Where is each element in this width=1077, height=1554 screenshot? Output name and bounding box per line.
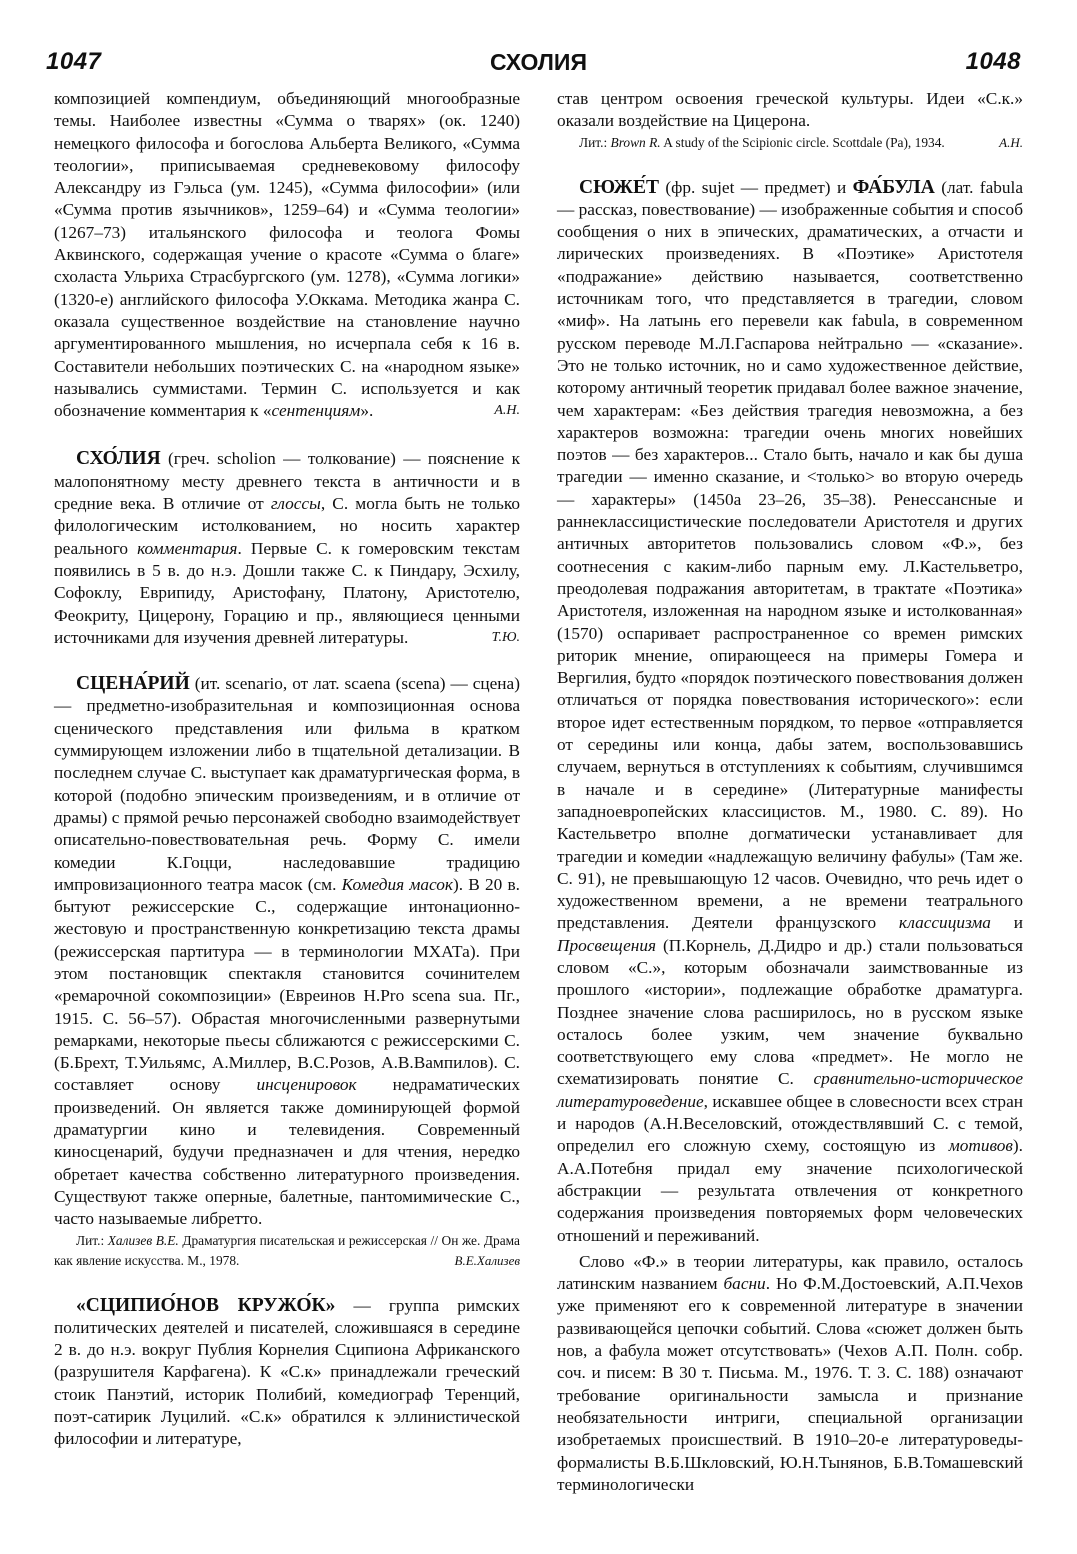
- entry-headword: СХО́ЛИЯ: [76, 448, 161, 470]
- entry-scipionic-circle: [54, 1295, 520, 1451]
- page-number-right: 1048: [965, 48, 1021, 75]
- entry-headword: СЮЖЕ́Т: [579, 176, 659, 198]
- entry-headword-second: ФА́БУЛА: [852, 176, 935, 198]
- entry-summa-continued: [54, 88, 520, 422]
- entry-text: «СЦИПИО́НОВ КРУЖО́К» — группа римских политических деятелей и писателей, сложившаяся в середине 2 в. до н.э. вокруг Публия Корнелия Сципиона Африканского (разрушителя Карфагена). К «С.к» принадлежали греческий стоик Панэтий, историк Полибий, комедиограф Теренций, поэт-сатирик Луцилий. «С.к» обратился к эллинистической философии и литературе,: [54, 1294, 520, 1449]
- left-column: [54, 88, 520, 1451]
- bibliography: Лит.: Хализев В.Е. Драматургия писательская и режиссерская // Он же. Драма как явление искусства. М., 1978. В.Е.Хализев: [54, 1231, 520, 1271]
- entry-scipionic-circle-continued: [557, 88, 1023, 153]
- entry-headword: «СЦИПИО́НОВ КРУЖО́К»: [76, 1294, 336, 1316]
- entry-author: Т.Ю.: [491, 629, 520, 645]
- entry-scholia: [54, 448, 520, 649]
- right-column: [557, 88, 1023, 1496]
- entry-text: СЦЕНА́РИЙ (ит. scenario, от лат. scaena (scena) — сцена) — предметно-изобразительная и композиционная основа сценического представления или фильма в кратком суммирующем изложении либо в тщательной детализации. В последнем случае С. выступает как драматургическая форма, в которой (подобно эпическим произведениям, и в отличие от драмы) с прямой речью персонажей свободно взаимодействует описательно-повествовательная речь. Форму С. имели комедии К.Гоцци, наследовавшие традицию импровизационного театра масок (см. Комедия масок). В 20 в. бытуют режиссерские С., содержащие интонационно-жестовую и пространственную конкретизацию текста драмы (режиссерская партитура — в терминологии МХАТа). При этом постановщик спектакля становится сочинителем «ремарочной сокомпозиции» (Евреинов Н.Pro scena sua. Пг., 1915. С. 56–57). Обрастая многочисленными развернутыми ремарками, некоторые пьесы сближаются с режиссерскими С. (Б.Брехт, Т.Уильямс, А.Миллер, В.С.Розов, А.В.Вампилов). С. составляет основу инсценировок недраматических произведений. Он является также доминирующей формой драматургии кино и телевидения. Современный киносценарий, будучи предназначен и для чтения, нередко обретает качества собственно литературного произведения. Существуют также оперные, балетные, пантомимические С., часто называемые либретто.: [54, 673, 521, 1229]
- running-title: СХОЛИЯ: [490, 49, 587, 75]
- bibliography: Лит.: Brown R. A study of the Scipionic circle. Scottdale (Pa), 1934. А.Н.: [557, 133, 1023, 153]
- entry-syuzhet-fabula: [557, 177, 1023, 1497]
- page-header: [0, 0, 1077, 80]
- entry-text: композицией компендиум, объединяющий многообразные темы. Наиболее известны «Сумма о тварях» (ок. 1240) немецкого философа и богослова Альберта Великого, «Сумма теологии», приписываемая средневековому философу Александру из Гэльса (ум. 1245), «Сумма философии» (или «Сумма против язычников», 1259–64) и «Сумма теологии» (1267–73) итальянского философа и теолога Фомы Аквинского, содержащая учение о красоте «Сумма о благе» схоласта Ульриха Страсбургского (ум. 1278), «Сумма логики» (1320-е) английского философа У.Оккама. Методика жанра С. оказала существенное воздействие на становление научно аргументированного мышления, но исчерпала себя к 16 в. Составители небольших поэтических С. на «народном языке» назывались суммистами. Термин С. используется и как обозначение комментария к «сентенциям». А.Н.: [54, 88, 520, 422]
- entry-text: СХО́ЛИЯ (греч. scholion — толкование) — пояснение к малопонятному месту древнего текста в античности и в средние века. В отличие от глоссы, С. могла быть не только филологическим истолкованием, но носить характер реального комментария. Первые С. к гомеровским текстам появились в 5 в. до н.э. Дошли также С. к Пиндару, Эсхилу, Софоклу, Еврипиду, Аристофану, Платону, Аристотелю, Феокриту, Цицерону, Горацию и пр., являющиеся ценными источниками для изучения древней литературы. Т.Ю.: [54, 448, 520, 649]
- entry-paragraph: Слово «Ф.» в теории литературы, как правило, осталось латинским названием басни. Но Ф.М.Достоевский, А.П.Чехов уже применяют его к современной литературе в значении развивающейся цепочки событий. Слова «сюжет должен быть нов, а фабула может отсутствовать» (Чехов А.П. Полн. собр. соч. и писем: В 30 т. Письма. М., 1976. Т. 3. С. 188) означают требование оригинальности замысла и признание необязательности интриги, специальной организации изобретаемых происшествий. В 1910–20-е литературоведы-формалисты В.Б.Шкловский, Ю.Н.Тынянов, Б.В.Томашевский терминологически: [557, 1251, 1023, 1494]
- entry-text: став центром освоения греческой культуры. Идеи «С.к.» оказали воздействие на Цицерона.: [557, 89, 1023, 131]
- page-number-left: 1047: [46, 48, 102, 75]
- entry-headword: СЦЕНА́РИЙ: [76, 673, 190, 695]
- entry-scenario: [54, 673, 520, 1270]
- entry-author: А.Н.: [494, 403, 520, 419]
- entry-author: В.Е.Хализев: [454, 1252, 520, 1268]
- entry-text: СЮЖЕ́Т (фр. sujet — предмет) и ФА́БУЛА (лат. fabula — рассказ, повествование) — изображенные события и способ сообщения о них в эпических, драматических, а отчасти и лирических произведениях. В «Поэтике» Аристотеля «подражание» действию называется, соответственно источникам того, что представляется в трагедии, словом «миф». На латынь его перевели как fabula, в современном русском переводе М.Л.Гаспарова нейтрально — «сказание». Это не только источник, но и само художественное действие, которому античный теоретик придавал более важное значение, чем характерам: «Без действия трагедия невозможна, а без характеров возможна: трагедии очень многих новейших поэтов — без характеров... Стало быть, начало и как бы душа трагедии — именно сказание, и <только> во вторую очередь — характеры» (1450а 23–26, 35–38). Ренессансные и раннеклассицистические последователи Аристотеля и других античных авторитетов пользовались словом «Ф.», без соотнесения с каким-либо парным ему. Л.Кастельветро, преодолевая подражания авторитетам, в трактате «Поэтика» Аристотеля, изложенная на народном языке и истолкованная» (1570) оспаривает распространенное со времен римских риторик мнение, опирающееся на примеры Гомера и Вергилия, будто «порядок поэтического повествования должен отличаться от порядка повествования исторического»: если второе идет естественным порядком, то первое «отправляется от середины или конца, дабы затем, воспользовавшись случаем, вернуться в отступлениях к событиям, случившимся в начале и в середине» (Литературные манифесты западноевропейских классицистов. М., 1980. С. 89). Но Кастельветро вполне догматически устанавливает для трагедии и комедии «надлежащую величину фабулы» (Там же. С. 91), не превышающую 12 часов. Очевидно, что речь идет о художественном времени, а не времени театрального представления. Деятели французского классицизма и Просвещения (П.Корнель, Д.Дидро и др.) стали пользоваться словом «С.», которым обозначали заимствованные из прошлого «истории», подлежащие обработке драматурга. Позднее значение слова расширилось, но в русском языке осталось более узким, чем значение буквально соответствующего ему слова «предмет». Не могло не схематизировать понятие С. сравнительно-историческое литературоведение, искавшее общее в словесности всех стран и народов (А.Н.Веселовский, отождествлявший С. с темой, определил его сложную схему, состоящую из мотивов). А.А.Потебня придал ему значение психологической абстракции — результата отвлечения от конкретного содержания произведения повторяемых форм человеческих отношений и переживаний.: [557, 176, 1024, 1245]
- entry-author: А.Н.: [999, 134, 1023, 150]
